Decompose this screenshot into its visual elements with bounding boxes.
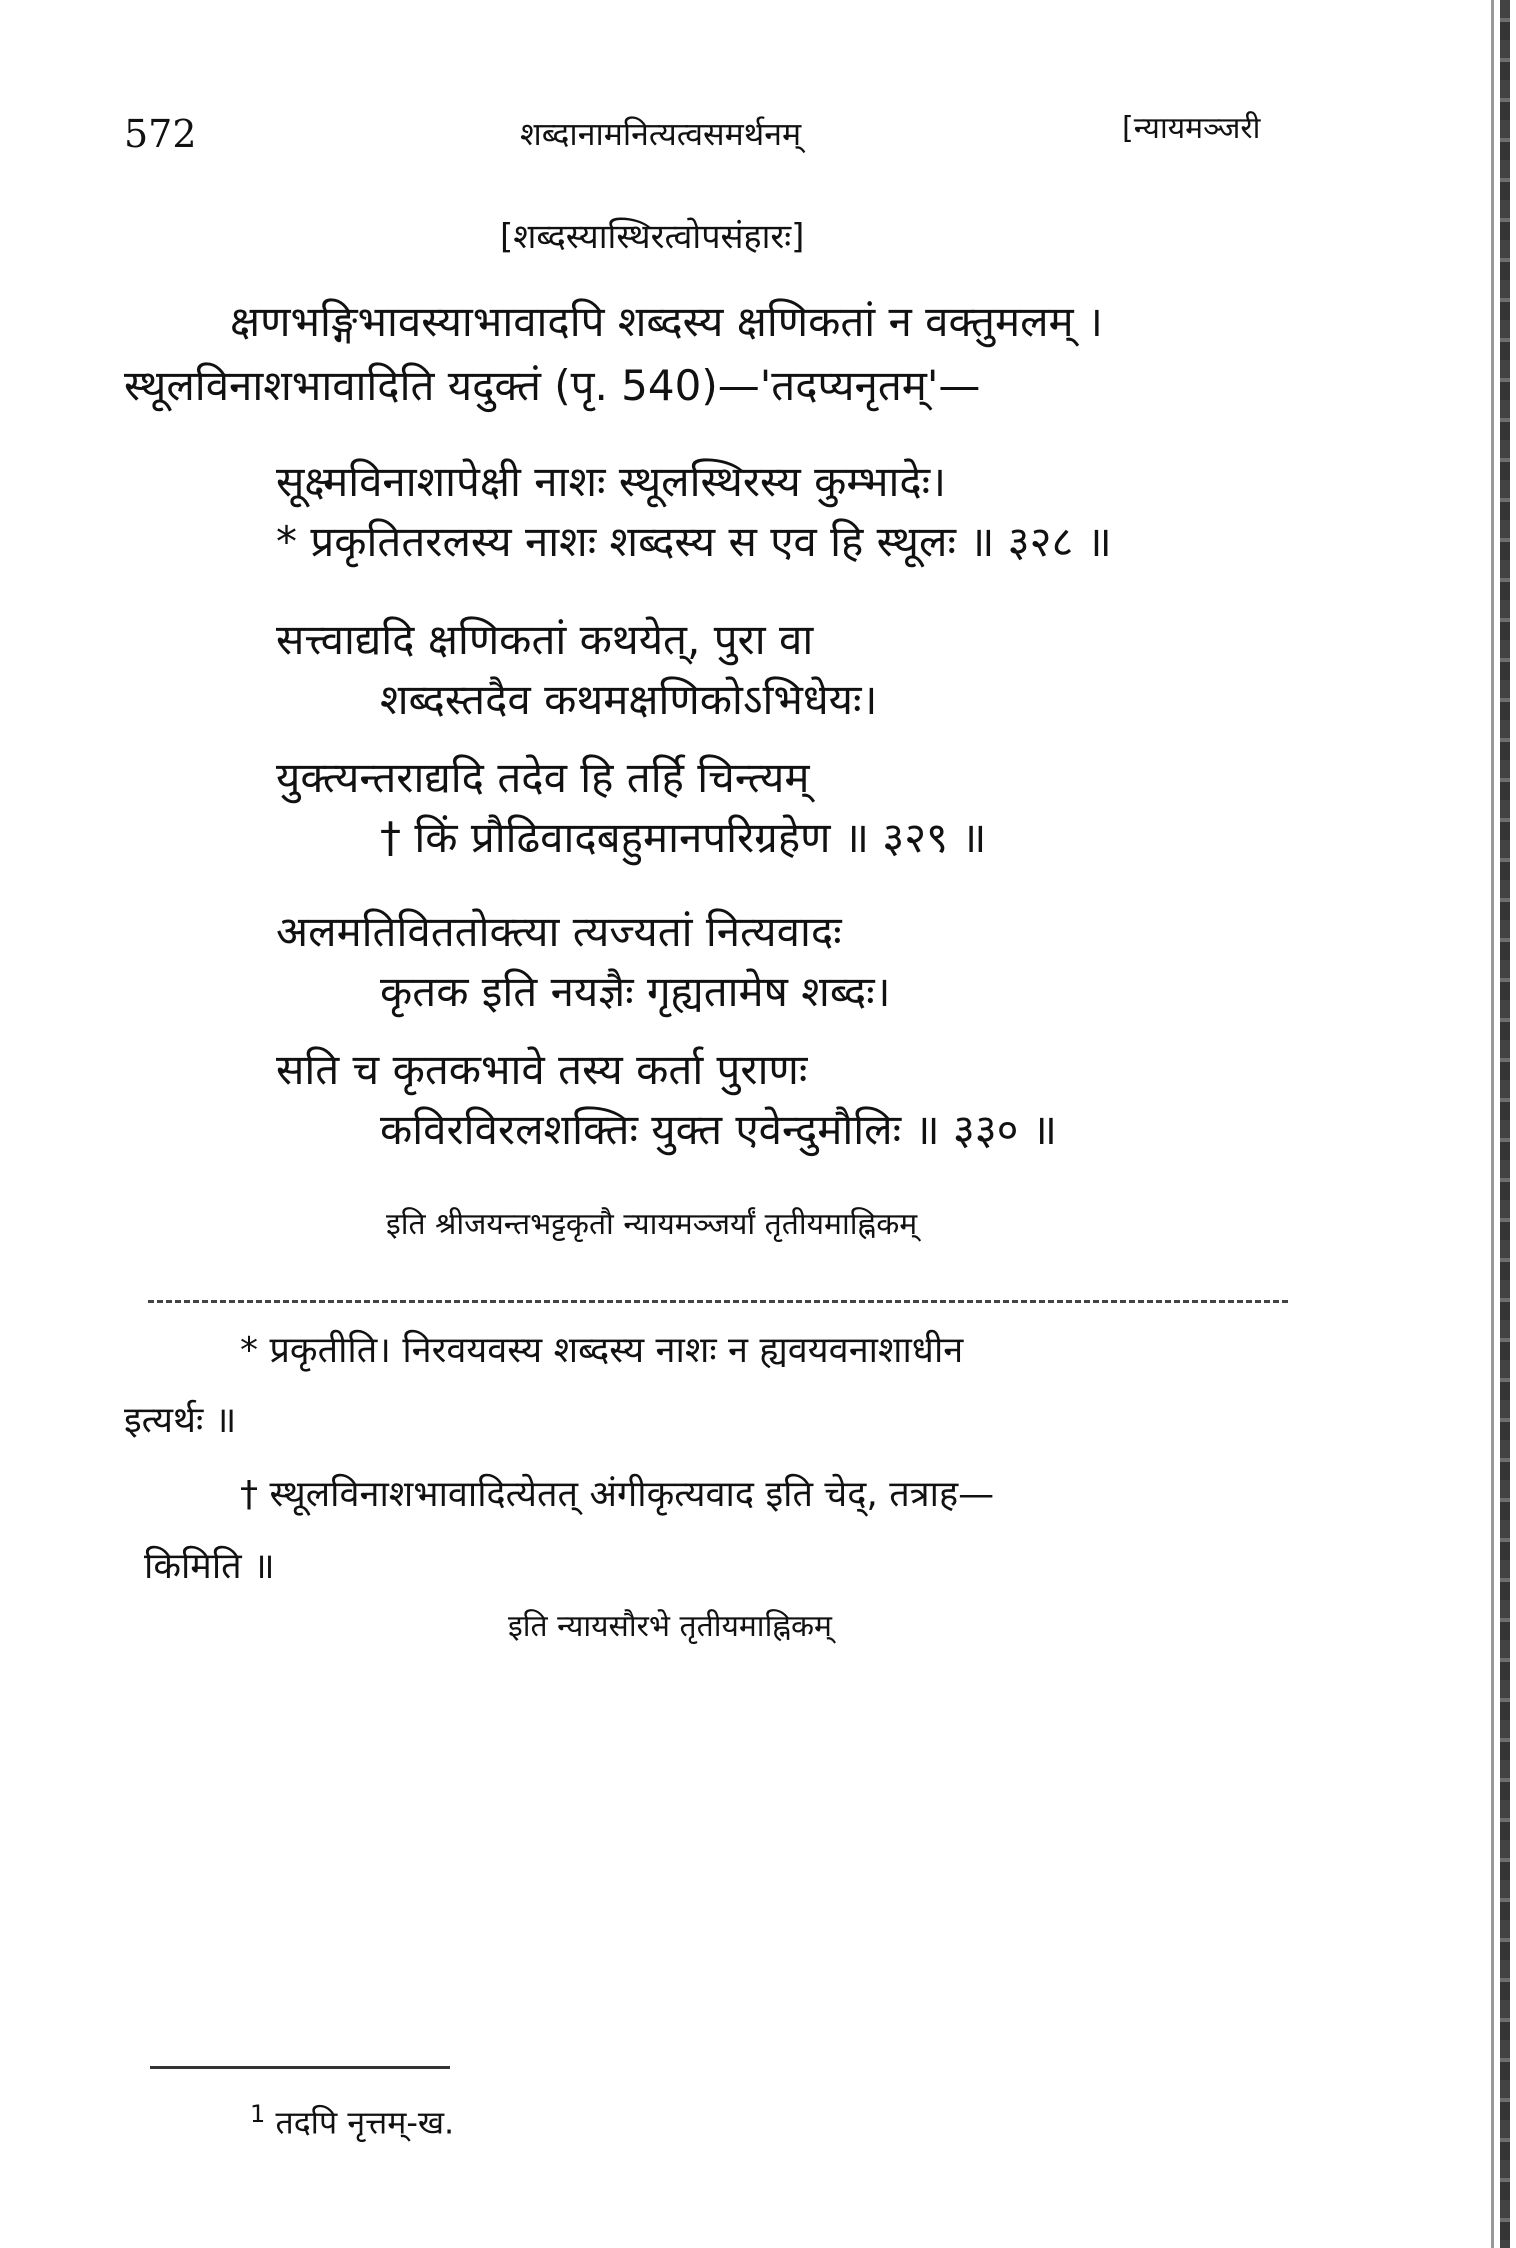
verse-329-line-4: † किं प्रौढिवादबहुमानपरिग्रहेण ॥ ३२९ ॥ <box>380 813 987 862</box>
verse-329-line-2: शब्दस्तदैव कथमक्षणिकोऽभिधेयः। <box>380 675 878 724</box>
footnote-text: तदपि नृत्तम्-ख. <box>275 2103 455 2142</box>
commentary-note-2-line-1: † स्थूलविनाशभावादित्येतत् अंगीकृत्यवाद इति चेद्, तत्राह— <box>240 1474 995 1515</box>
commentary-divider <box>148 1300 1288 1303</box>
verse-329-line-1: सत्त्वाद्यदि क्षणिकतां कथयेत्, पुरा वा <box>276 615 814 664</box>
commentary-colophon: इति न्यायसौरभे तृतीयमाह्निकम् <box>508 1609 832 1644</box>
verse-329-line-3: युक्त्यन्तराद्यदि तदेव हि तर्हि चिन्त्यम् <box>276 753 810 802</box>
verse-330-line-3: सति च कृतकभावे तस्य कर्ता पुराणः <box>276 1045 808 1094</box>
verse-330-line-1: अलमतिविततोक्त्या त्यज्यतां नित्यवादः <box>276 907 842 956</box>
footnote-divider <box>150 2066 450 2069</box>
commentary-note-1-line-1: * प्रकृतीति। निरवयवस्य शब्दस्य नाशः न ह्यवयवनाशाधीन <box>240 1330 964 1371</box>
verse-330-line-4: कविरविरलशक्तिः युक्त एवेन्दुमौलिः ॥ ३३० ॥ <box>380 1105 1058 1154</box>
book-title: [न्यायमञ्जरी <box>1122 111 1261 146</box>
verse-328-line-2: * प्रकृतितरलस्य नाशः शब्दस्य स एव हि स्थूलः ॥ ३२८ ॥ <box>276 517 1112 566</box>
footnote <box>250 2100 454 2144</box>
intro-line-1: क्षणभङ्गिभावस्याभावादपि शब्दस्य क्षणिकतां न वक्तुमलम् । <box>230 297 1103 346</box>
verse-330-line-2: कृतक इति नयज्ञैः गृह्यतामेष शब्दः। <box>380 967 891 1016</box>
binding-edge <box>1500 0 1510 2248</box>
commentary-note-1-line-2: इत्यर्थः ॥ <box>124 1400 237 1441</box>
intro-line-2: स्थूलविनाशभावादिति यदुक्तं (पृ. 540)—'तदप्यनृतम्'— <box>124 361 981 410</box>
section-heading: [शब्दस्यास्थिरत्वोपसंहारः] <box>500 217 805 257</box>
footnote-marker: 1 <box>250 2100 266 2128</box>
running-title: शब्दानामनित्यत्वसमर्थनम् <box>520 115 802 153</box>
commentary-note-2-line-2: किमिति ॥ <box>144 1546 275 1587</box>
colophon-main: इति श्रीजयन्तभट्टकृतौ न्यायमञ्जर्यां तृतीयमाह्निकम् <box>386 1207 918 1242</box>
page-number: 572 <box>124 112 197 156</box>
verse-328-line-1: सूक्ष्मविनाशापेक्षी नाशः स्थूलस्थिरस्य कुम्भादेः। <box>276 457 947 506</box>
page-edge-shadow <box>1491 0 1494 2248</box>
